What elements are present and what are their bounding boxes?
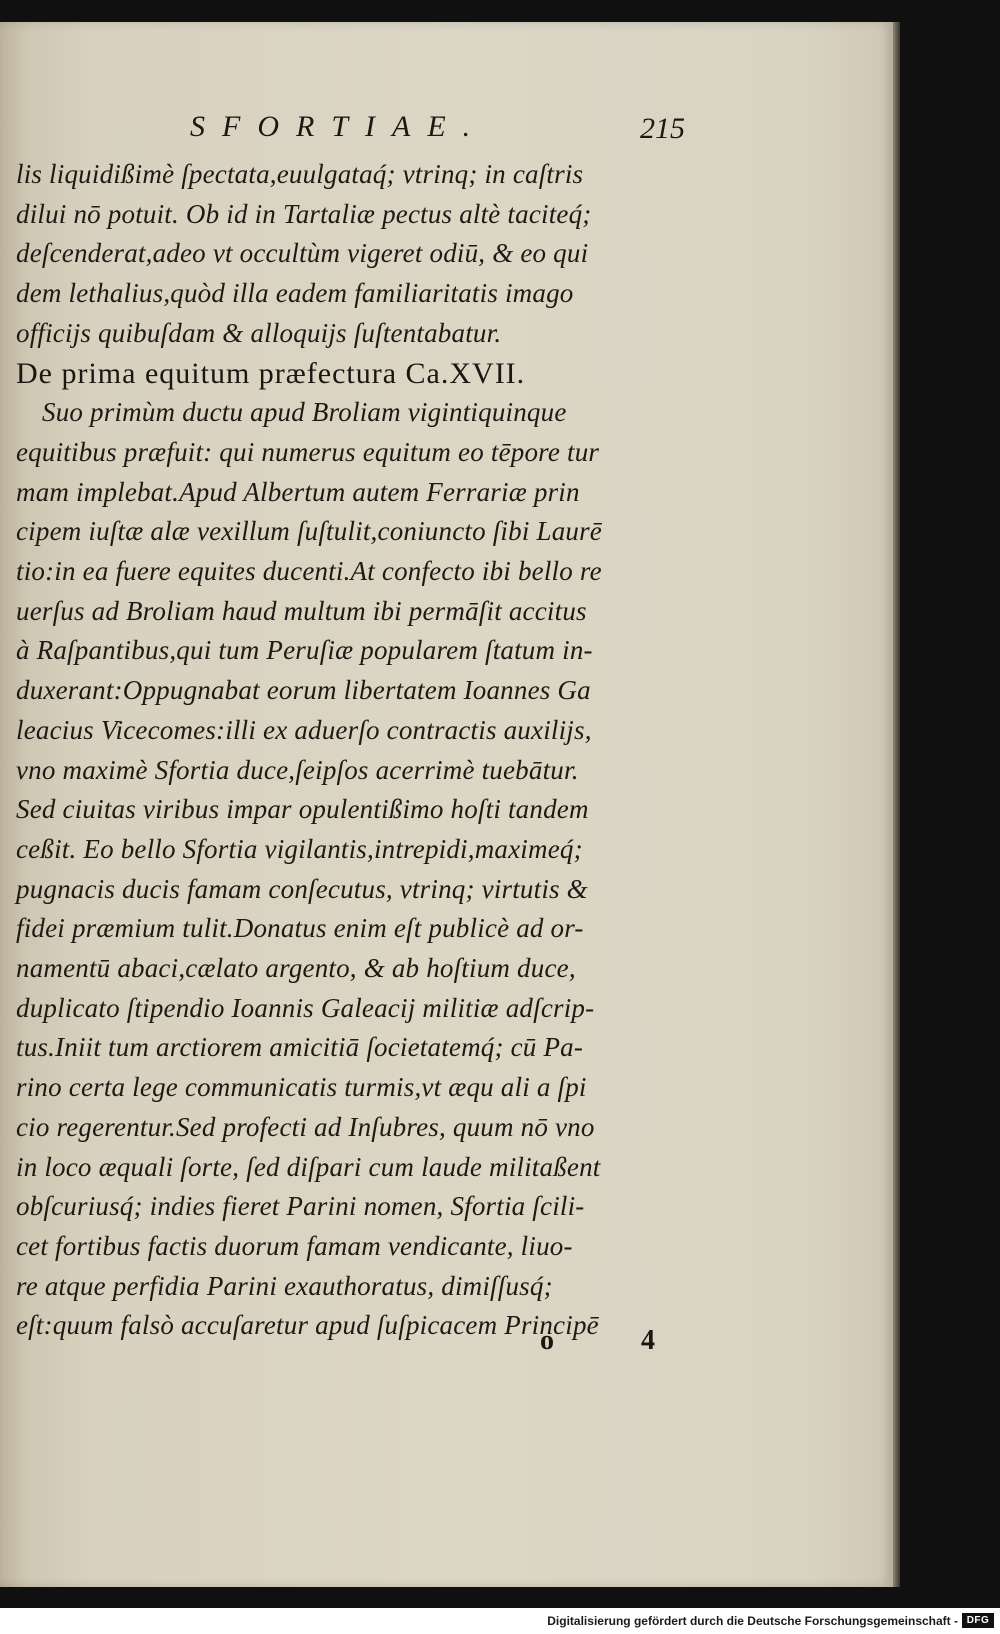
running-head: SFORTIAE. [190, 110, 488, 143]
dfg-logo: DFG [962, 1613, 994, 1628]
text-line: à Raſpantibus,qui tum Peruſiæ popularem ſtatum in- [16, 635, 593, 666]
text-line: duxerant:Oppugnabat eorum libertatem Ioannes Ga [16, 675, 591, 706]
text-line: cet fortibus factis duorum famam vendicante, liuo- [16, 1230, 573, 1261]
text-line: fidei præmium tulit.Donatus enim eſt publicè ad or- [16, 913, 584, 944]
text-line: dem lethalius,quòd illa eadem familiaritatis imago [16, 278, 574, 309]
body-text [16, 155, 706, 1346]
text-line: deſcenderat,adeo vt occultùm vigeret odiū, & eo qui [16, 238, 589, 269]
text-line: cio regerentur.Sed profecti ad Inſubres, quum nō vno [16, 1111, 595, 1142]
chapter-heading: De prima equitum præfectura Ca.XVII. [16, 356, 526, 390]
text-line: equitibus præfuit: qui numerus equitum eo tēpore tur [16, 436, 600, 467]
funding-credit: Digitalisierung gefördert durch die Deutsche Forschungsgemeinschaft - [547, 1614, 958, 1628]
text-line: uerſus ad Broliam haud multum ibi permāſit accitus [16, 595, 587, 626]
text-line: tio:in ea fuere equites ducenti.At confecto ibi bello re [16, 556, 602, 587]
page-edge [893, 22, 900, 1587]
text-line: dilui nō potuit. Ob id in Tartaliæ pectus altè taciteq́; [16, 198, 592, 229]
text-line: tus.Iniit tum arctiorem amicitiā ſocietatemq́; cū Pa- [16, 1032, 584, 1063]
text-line: in loco æquali ſorte, ſed diſpari cum laude militaßent [16, 1151, 601, 1182]
text-line: duplicato ſtipendio Ioannis Galeacij militiæ adſcrip- [16, 992, 595, 1023]
text-line: ceßit. Eo bello Sfortia vigilantis,intrepidi,maximeq́; [16, 833, 583, 864]
text-line: officijs quibuſdam & alloquijs ſuſtentabatur. [16, 317, 502, 348]
text-line: cipem iuſtæ alæ vexillum ſuſtulit,coniuncto ſibi Laurē [16, 516, 602, 547]
text-line: eſt:quum falsò accuſaretur apud ſuſpicacem Principē [16, 1310, 599, 1341]
text-line: re atque perfidia Parini exauthoratus, dimiſſusq́; [16, 1270, 553, 1301]
text-line: vno maximè Sfortia duce,ſeipſos acerrimè tuebātur. [16, 754, 579, 785]
text-line: mam implebat.Apud Albertum autem Ferrariæ prin [16, 476, 580, 507]
text-line: rino certa lege communicatis turmis,vt æqu ali a ſpi [16, 1072, 587, 1103]
signature-mark: o 4 [540, 1325, 695, 1356]
text-line: namentū abaci,cælato argento, & ab hoſtium duce, [16, 953, 576, 984]
text-line: pugnacis ducis famam conſecutus, vtrinq; virtutis & [16, 873, 588, 904]
text-line: Sed ciuitas viribus impar opulentißimo hoſti tandem [16, 794, 589, 825]
digitization-footer [0, 1608, 1000, 1634]
text-line: leacius Vicecomes:illi ex aduerſo contractis auxilijs, [16, 714, 592, 745]
text-line: obſcuriusq́; indies fieret Parini nomen, Sfortia ſcili- [16, 1191, 585, 1222]
text-line: lis liquidißimè ſpectata,euulgataq́; vtrinq; in caſtris [16, 159, 584, 189]
text-line: Suo primùm ductu apud Broliam vigintiquinque [42, 397, 567, 428]
page-number: 215 [640, 112, 685, 145]
